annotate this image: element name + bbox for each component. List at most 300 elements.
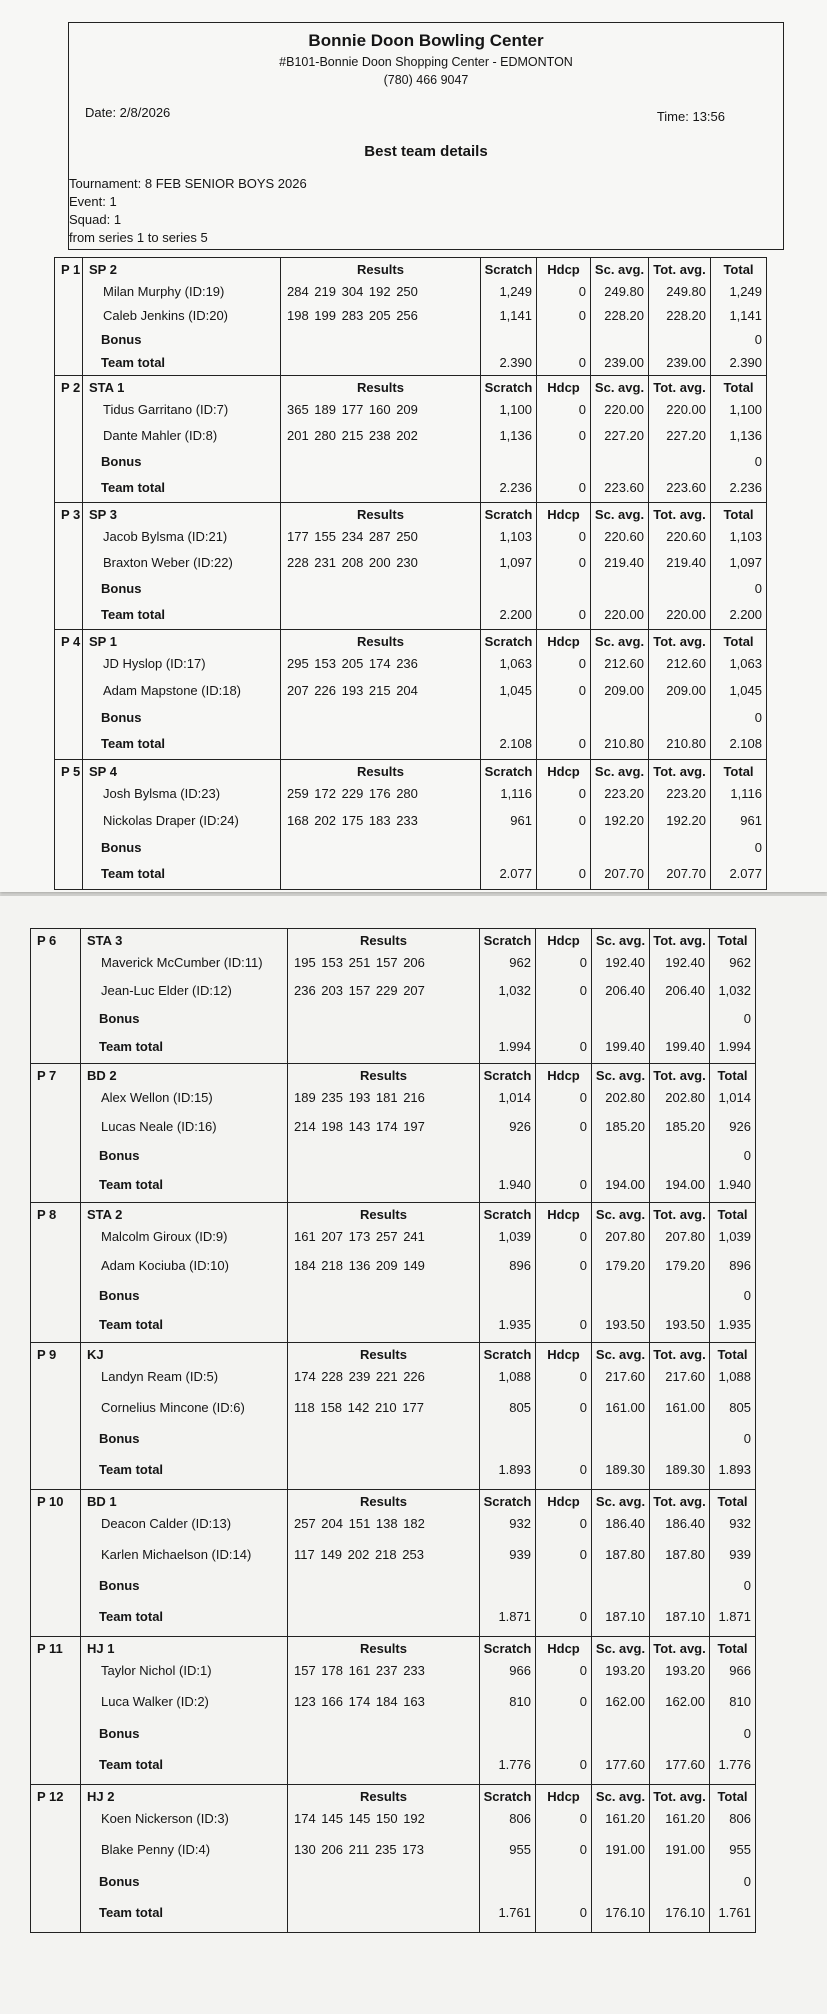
game-scores: 118 158 142 210 177 [294, 1400, 424, 1415]
scratch-cell [480, 1785, 535, 1932]
sc-avg-header: Sc. avg. [594, 634, 645, 649]
bonus-label: Bonus [99, 1725, 140, 1741]
hdcp-value: 0 [579, 955, 587, 970]
scratch-value: 962 [509, 955, 531, 970]
tot-avg-cell [650, 929, 709, 1063]
team-total-label: Team total [99, 1039, 164, 1054]
player-name: Blake Penny (ID:4) [101, 1842, 211, 1858]
report-header [68, 22, 784, 250]
tot-avg-header: Tot. avg. [653, 1494, 706, 1509]
hdcp-value: 0 [579, 1119, 587, 1134]
total-value: 1,136 [729, 428, 762, 443]
team-names-cell [83, 630, 280, 759]
tournament-name: Tournament: 8 FEB SENIOR BOYS 2026 [69, 176, 307, 191]
bonus-value: 0 [754, 709, 762, 725]
sc-avg-header: Sc. avg. [594, 764, 645, 779]
team-total-total: 1.776 [718, 1756, 751, 1772]
bonus-label: Bonus [99, 1431, 140, 1446]
team-total-scratch: 1.871 [498, 1609, 531, 1624]
team-total-scratch: 2.390 [499, 355, 532, 371]
team-total-hdcp: 0 [578, 736, 586, 752]
scratch-header: Scratch [483, 1068, 532, 1083]
tot-avg-header: Tot. avg. [653, 634, 706, 649]
team-names-cell [81, 1064, 287, 1202]
hdcp-value: 0 [578, 529, 586, 544]
player-name: Cornelius Mincone (ID:6) [101, 1400, 245, 1415]
sc-avg-cell [591, 503, 648, 629]
player-name: Caleb Jenkins (ID:20) [103, 307, 228, 323]
game-scores: 236 203 157 229 207 [294, 983, 425, 998]
scratch-header: Scratch [484, 380, 533, 395]
total-cell [711, 376, 766, 502]
results-header: Results [360, 1789, 407, 1804]
sc-avg-cell [592, 1637, 649, 1784]
total-value: 896 [729, 1258, 751, 1274]
team-names-cell [81, 1637, 287, 1784]
hdcp-cell [536, 1203, 591, 1342]
bonus-value: 0 [743, 1873, 751, 1889]
tot-avg-header: Tot. avg. [653, 262, 706, 277]
total-value: 805 [729, 1400, 751, 1415]
team-total-label: Team total [99, 1462, 164, 1477]
tot-avg-cell [650, 1490, 709, 1636]
tot-avg-value: 207.80 [665, 1229, 705, 1244]
total-header: Total [723, 262, 754, 277]
tot-avg-header: Tot. avg. [653, 764, 706, 779]
team-position: P 4 [61, 634, 81, 649]
team-total-label: Team total [99, 1316, 164, 1332]
player-name: Landyn Ream (ID:5) [101, 1369, 219, 1384]
results-header: Results [357, 380, 404, 395]
team-names-cell [81, 929, 287, 1063]
results-cell [281, 760, 480, 889]
game-scores: 189 235 193 181 216 [294, 1090, 425, 1105]
scratch-value: 1,039 [498, 1229, 531, 1244]
tot-avg-cell [650, 1064, 709, 1202]
team-total-total: 1.940 [718, 1177, 751, 1192]
team-total-sc-avg: 199.40 [605, 1039, 645, 1054]
team-name: HJ 2 [87, 1789, 115, 1804]
hdcp-value: 0 [578, 402, 586, 417]
team-total-scratch: 1.940 [498, 1177, 531, 1192]
bonus-label: Bonus [99, 1873, 140, 1889]
team-block [55, 630, 767, 760]
results-header: Results [360, 1207, 407, 1222]
results-header: Results [357, 764, 404, 779]
total-cell [711, 258, 766, 375]
scratch-cell [481, 630, 536, 759]
sc-avg-cell [591, 376, 648, 502]
tot-avg-header: Tot. avg. [653, 1347, 706, 1362]
sc-avg-value: 186.40 [605, 1516, 645, 1531]
bonus-label: Bonus [101, 454, 142, 469]
game-scores: 284 219 304 192 250 [287, 284, 418, 299]
scratch-value: 955 [509, 1842, 531, 1858]
sc-avg-value: 228.20 [604, 307, 644, 323]
player-name: Deacon Calder (ID:13) [101, 1516, 232, 1531]
total-cell [711, 503, 766, 629]
center-name: Bonnie Doon Bowling Center [308, 31, 544, 50]
bonus-value: 0 [754, 839, 762, 855]
scratch-value: 1,136 [499, 428, 532, 443]
tot-avg-cell [650, 1203, 709, 1342]
tot-avg-value: 187.80 [665, 1547, 705, 1562]
bonus-value: 0 [743, 1431, 751, 1446]
results-cell [281, 258, 480, 375]
tot-avg-value: 249.80 [666, 284, 706, 299]
game-scores: 130 206 211 235 173 [294, 1842, 424, 1858]
game-scores: 195 153 251 157 206 [294, 955, 425, 970]
total-value: 966 [729, 1663, 751, 1678]
team-position: P 10 [37, 1494, 64, 1509]
tot-avg-value: 209.00 [666, 682, 706, 698]
hdcp-value: 0 [579, 1369, 587, 1384]
sc-avg-header: Sc. avg. [594, 380, 645, 395]
report-date: Date: 2/8/2026 [85, 105, 171, 120]
total-value: 810 [729, 1694, 751, 1710]
team-total-label: Team total [101, 607, 166, 622]
hdcp-value: 0 [578, 428, 586, 443]
results-header: Results [360, 1641, 407, 1656]
hdcp-header: Hdcp [547, 1207, 580, 1222]
report-time: Time: 13:56 [656, 109, 725, 124]
results-cell [288, 1064, 479, 1202]
tot-avg-value: 185.20 [665, 1119, 705, 1134]
total-cell [711, 760, 766, 889]
team-total-total: 2.108 [729, 736, 762, 752]
player-name: Koen Nickerson (ID:3) [101, 1811, 229, 1826]
tot-avg-value: 161.20 [665, 1811, 705, 1826]
total-header: Total [717, 1068, 748, 1083]
results-cell [281, 503, 480, 629]
sc-avg-header: Sc. avg. [595, 1068, 646, 1083]
scratch-value: 926 [509, 1119, 531, 1134]
hdcp-value: 0 [578, 786, 586, 801]
tot-avg-value: 217.60 [665, 1369, 705, 1384]
results-cell [288, 1785, 479, 1932]
results-cell [288, 1203, 479, 1342]
tot-avg-value: 192.40 [665, 955, 705, 970]
tot-avg-cell [649, 258, 710, 375]
hdcp-value: 0 [578, 812, 586, 828]
total-value: 961 [740, 812, 762, 828]
hdcp-value: 0 [579, 1547, 587, 1562]
sc-avg-cell [591, 630, 648, 759]
sc-avg-value: 187.80 [605, 1547, 645, 1562]
total-value: 1,097 [729, 555, 762, 570]
tot-avg-header: Tot. avg. [653, 1068, 706, 1083]
team-total-scratch: 2.108 [499, 736, 532, 752]
sc-avg-value: 219.40 [604, 555, 644, 570]
sc-avg-header: Sc. avg. [595, 1789, 646, 1804]
player-name: Braxton Weber (ID:22) [103, 555, 233, 570]
scratch-cell [480, 1637, 535, 1784]
team-block [31, 1637, 756, 1785]
bonus-value: 0 [754, 331, 762, 347]
player-name: Luca Walker (ID:2) [101, 1694, 209, 1710]
bonus-label: Bonus [99, 1148, 140, 1163]
player-name: Dante Mahler (ID:8) [103, 428, 218, 443]
scratch-header: Scratch [483, 1347, 532, 1362]
team-total-sc-avg: 220.00 [604, 607, 644, 622]
team-position: P 5 [61, 764, 81, 779]
tot-avg-value: 202.80 [665, 1090, 705, 1105]
scratch-value: 966 [509, 1663, 531, 1678]
team-total-hdcp: 0 [579, 1039, 587, 1054]
team-total-label: Team total [99, 1177, 164, 1192]
team-name: BD 1 [87, 1494, 117, 1509]
total-value: 1,063 [729, 656, 762, 671]
total-cell [710, 1203, 755, 1342]
hdcp-header: Hdcp [547, 933, 580, 948]
team-total-scratch: 1.935 [498, 1316, 531, 1332]
team-name: BD 2 [87, 1068, 117, 1083]
team-name: STA 2 [87, 1207, 123, 1222]
team-total-total: 2.200 [729, 607, 762, 622]
scratch-value: 932 [509, 1516, 531, 1531]
team-total-sc-avg: 187.10 [605, 1609, 645, 1624]
report-page-1 [0, 0, 827, 892]
team-position: P 2 [61, 380, 81, 395]
team-total-scratch: 1.994 [498, 1039, 531, 1054]
tot-avg-value: 186.40 [665, 1516, 705, 1531]
team-total-tot-avg: 223.60 [666, 480, 706, 495]
scratch-value: 1,141 [499, 307, 532, 323]
total-cell [710, 929, 755, 1063]
team-total-hdcp: 0 [579, 1904, 587, 1920]
tot-avg-header: Tot. avg. [653, 380, 706, 395]
sc-avg-value: 202.80 [605, 1090, 645, 1105]
hdcp-value: 0 [578, 307, 586, 323]
team-total-label: Team total [99, 1756, 164, 1772]
hdcp-cell [536, 1637, 591, 1784]
sc-avg-header: Sc. avg. [594, 262, 645, 277]
scratch-header: Scratch [483, 1641, 532, 1656]
total-value: 1,103 [729, 529, 762, 544]
team-names-cell [81, 1490, 287, 1636]
sc-avg-header: Sc. avg. [595, 1494, 646, 1509]
total-value: 1,249 [729, 284, 762, 299]
total-value: 1,141 [729, 307, 762, 323]
tot-avg-value: 227.20 [666, 428, 706, 443]
results-header: Results [360, 1068, 407, 1083]
team-total-tot-avg: 210.80 [666, 736, 706, 752]
results-header: Results [357, 507, 404, 522]
tot-avg-value: 161.00 [665, 1400, 705, 1415]
tot-avg-cell [650, 1785, 709, 1932]
total-header: Total [717, 1494, 748, 1509]
sc-avg-value: 191.00 [605, 1842, 645, 1858]
scratch-cell [480, 1064, 535, 1202]
player-name: Alex Wellon (ID:15) [101, 1090, 213, 1105]
team-total-scratch: 1.893 [498, 1462, 531, 1477]
team-total-total: 1.935 [718, 1316, 751, 1332]
scratch-cell [480, 1203, 535, 1342]
team-total-tot-avg: 177.60 [665, 1756, 705, 1772]
team-names-cell [81, 1343, 287, 1489]
hdcp-header: Hdcp [547, 262, 580, 277]
game-scores: 161 207 173 257 241 [294, 1229, 425, 1244]
game-scores: 174 145 145 150 192 [294, 1811, 425, 1826]
player-name: Lucas Neale (ID:16) [101, 1119, 217, 1134]
total-header: Total [717, 1641, 748, 1656]
team-total-hdcp: 0 [578, 607, 586, 622]
player-name: Maverick McCumber (ID:11) [101, 955, 263, 970]
team-total-label: Team total [99, 1904, 164, 1920]
scratch-header: Scratch [484, 764, 533, 779]
bonus-value: 0 [754, 581, 762, 596]
bonus-label: Bonus [101, 331, 142, 347]
sc-avg-value: 227.20 [604, 428, 644, 443]
team-position: P 8 [37, 1207, 57, 1222]
total-value: 806 [729, 1811, 751, 1826]
team-total-hdcp: 0 [578, 480, 586, 495]
tot-avg-header: Tot. avg. [653, 933, 706, 948]
game-scores: 168 202 175 183 233 [287, 812, 418, 828]
scratch-cell [480, 1490, 535, 1636]
team-total-total: 2.077 [729, 866, 762, 882]
game-scores: 198 199 283 205 256 [287, 307, 418, 323]
scratch-value: 806 [509, 1811, 531, 1826]
sc-avg-cell [592, 1064, 649, 1202]
team-block [55, 376, 767, 503]
team-position: P 1 [61, 262, 81, 277]
team-position: P 7 [37, 1068, 57, 1083]
scratch-value: 1,014 [498, 1090, 531, 1105]
team-total-tot-avg: 239.00 [666, 355, 706, 371]
hdcp-header: Hdcp [547, 380, 580, 395]
sc-avg-value: 217.60 [605, 1369, 645, 1384]
bonus-label: Bonus [101, 709, 142, 725]
team-total-hdcp: 0 [579, 1316, 587, 1332]
report-subtitle: Best team details [364, 143, 488, 160]
position-cell [31, 1637, 80, 1784]
tournament-info [69, 175, 307, 247]
sc-avg-header: Sc. avg. [595, 1347, 646, 1362]
hdcp-cell [537, 630, 590, 759]
bonus-label: Bonus [101, 839, 142, 855]
team-block [31, 929, 756, 1064]
hdcp-cell [536, 1490, 591, 1636]
team-total-hdcp: 0 [579, 1609, 587, 1624]
hdcp-header: Hdcp [547, 507, 580, 522]
game-scores: 207 226 193 215 204 [287, 682, 418, 698]
total-header: Total [717, 1789, 748, 1804]
hdcp-value: 0 [579, 1842, 587, 1858]
team-name: SP 4 [89, 764, 117, 779]
team-total-scratch: 2.077 [499, 866, 532, 882]
hdcp-header: Hdcp [547, 1494, 580, 1509]
sc-avg-cell [592, 1343, 649, 1489]
hdcp-header: Hdcp [547, 634, 580, 649]
team-block [31, 1203, 756, 1343]
team-block [55, 760, 767, 890]
team-total-label: Team total [101, 355, 166, 371]
hdcp-header: Hdcp [547, 1789, 580, 1804]
team-total-sc-avg: 176.10 [605, 1904, 645, 1920]
scratch-header: Scratch [483, 1789, 532, 1804]
sc-avg-value: 162.00 [605, 1694, 645, 1710]
scratch-value: 805 [509, 1400, 531, 1415]
player-name: Adam Kociuba (ID:10) [101, 1258, 229, 1274]
position-cell [31, 1785, 80, 1932]
team-total-sc-avg: 210.80 [604, 736, 644, 752]
results-cell [288, 929, 479, 1063]
tot-avg-value: 162.00 [665, 1694, 705, 1710]
team-block [31, 1343, 756, 1490]
total-cell [710, 1064, 755, 1202]
total-header: Total [717, 933, 748, 948]
player-name: Nickolas Draper (ID:24) [103, 812, 239, 828]
tot-avg-header: Tot. avg. [653, 1207, 706, 1222]
total-header: Total [717, 1347, 748, 1362]
hdcp-header: Hdcp [547, 764, 580, 779]
sc-avg-header: Sc. avg. [595, 1207, 646, 1222]
team-total-label: Team total [101, 480, 166, 495]
total-value: 1,100 [729, 402, 762, 417]
bonus-label: Bonus [99, 1287, 140, 1303]
game-scores: 184 218 136 209 149 [294, 1258, 425, 1274]
team-position: P 9 [37, 1347, 57, 1362]
tot-avg-value: 220.00 [666, 402, 706, 417]
scratch-value: 896 [509, 1258, 531, 1274]
total-value: 962 [729, 955, 751, 970]
team-names-cell [81, 1785, 287, 1932]
scratch-header: Scratch [483, 933, 532, 948]
total-cell [710, 1785, 755, 1932]
team-total-sc-avg: 194.00 [605, 1177, 645, 1192]
team-name: SP 1 [89, 634, 117, 649]
tot-avg-value: 223.20 [666, 786, 706, 801]
game-scores: 365 189 177 160 209 [287, 402, 418, 417]
team-total-tot-avg: 207.70 [666, 866, 706, 882]
game-scores: 295 153 205 174 236 [287, 656, 418, 671]
tot-avg-cell [650, 1637, 709, 1784]
team-total-tot-avg: 187.10 [665, 1609, 705, 1624]
sc-avg-cell [592, 1785, 649, 1932]
hdcp-header: Hdcp [547, 1347, 580, 1362]
bonus-label: Bonus [99, 1011, 140, 1026]
game-scores: 201 280 215 238 202 [287, 428, 418, 443]
team-total-tot-avg: 199.40 [665, 1039, 705, 1054]
tot-avg-cell [649, 503, 710, 629]
game-scores: 228 231 208 200 230 [287, 555, 418, 570]
scratch-cell [481, 258, 536, 375]
scratch-header: Scratch [483, 1207, 532, 1222]
scratch-value: 1,032 [498, 983, 531, 998]
total-header: Total [717, 1207, 748, 1222]
results-header: Results [360, 1494, 407, 1509]
team-total-sc-avg: 239.00 [604, 355, 644, 371]
sc-avg-value: 206.40 [605, 983, 645, 998]
total-cell [710, 1637, 755, 1784]
player-name: Jacob Bylsma (ID:21) [103, 529, 228, 544]
position-cell [55, 258, 82, 375]
position-cell [55, 503, 82, 629]
game-scores: 174 228 239 221 226 [294, 1369, 425, 1384]
position-cell [55, 630, 82, 759]
team-total-hdcp: 0 [579, 1177, 587, 1192]
player-name: Josh Bylsma (ID:23) [103, 786, 221, 801]
sc-avg-cell [592, 1203, 649, 1342]
tot-avg-value: 219.40 [666, 555, 706, 570]
hdcp-value: 0 [579, 1694, 587, 1710]
hdcp-value: 0 [579, 983, 587, 998]
player-name: JD Hyslop (ID:17) [103, 656, 206, 671]
sc-avg-value: 161.00 [605, 1400, 645, 1415]
total-value: 1,088 [718, 1369, 751, 1384]
team-total-label: Team total [99, 1609, 164, 1624]
